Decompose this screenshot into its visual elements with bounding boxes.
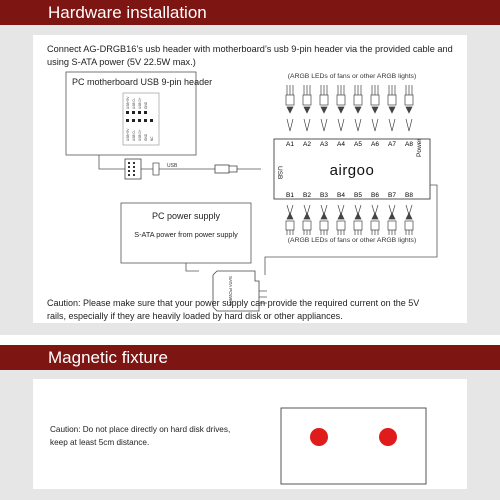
argb-note-bottom: (ARGB LEDs of fans or other ARGB lights) [287, 237, 417, 244]
argb-connectors-bottom [286, 205, 413, 235]
port-label-b3: B3 [320, 192, 328, 199]
cable-label: USB [167, 163, 178, 169]
section-banner-magnetic [0, 345, 500, 370]
airgoo-logo: airgoo [329, 162, 375, 179]
port-label-a4: A4 [337, 141, 345, 148]
usb-a-plug [215, 165, 229, 173]
pin-label: USB D+ [138, 129, 142, 141]
pin-label: USB D- [132, 98, 136, 109]
port-label-a7: A7 [388, 141, 396, 148]
caution1-line1: Caution: Please make sure that your power supply can provide the required current on the 5V [47, 298, 420, 308]
psu-title: PC power supply [151, 211, 221, 221]
magnetic-panel [33, 379, 467, 489]
section-banner-hardware [0, 0, 500, 25]
port-label-a6: A6 [371, 141, 379, 148]
psu-cable [186, 263, 199, 271]
port-label-a3: A3 [320, 141, 328, 148]
port-label-b1: B1 [286, 192, 294, 199]
section-band [0, 370, 500, 500]
port-label-b4: B4 [337, 192, 345, 199]
pin-label: GND [144, 101, 148, 109]
intro-line2: using S-ATA power (5V 22.5W max.) [47, 57, 196, 67]
motherboard-title: PC motherboard USB 9-pin header [72, 77, 213, 87]
section-title: Magnetic fixture [48, 348, 168, 367]
port-label-b5: B5 [354, 192, 362, 199]
caution2-line1: Caution: Do not place directly on hard disk drives, [50, 425, 231, 434]
pin-label: USB D- [132, 130, 136, 141]
port-label-b2: B2 [303, 192, 311, 199]
port-label-a2: A2 [303, 141, 311, 148]
controller-power-label: Power [416, 138, 423, 157]
argb-connectors-top [286, 85, 413, 131]
pin-label: USB+5V [126, 96, 130, 109]
pin-label: USB D+ [138, 97, 142, 109]
pin-label: GND [144, 133, 148, 141]
pin-label: USB+5V [126, 128, 130, 141]
caution1-line2: rails, especially if they are heavily loaded by hard disk or other appliances. [47, 311, 343, 321]
port-label-b8: B8 [405, 192, 413, 199]
controller-back-plate [281, 408, 426, 484]
argb-note-top: (ARGB LEDs of fans or other ARGB lights) [287, 73, 417, 80]
port-label-a5: A5 [354, 141, 362, 148]
port-label-a8: A8 [405, 141, 413, 148]
psu-subtitle: S-ATA power from power supply [134, 230, 238, 239]
port-label-b6: B6 [371, 192, 379, 199]
section-title: Hardware installation [48, 3, 207, 22]
cable-line [141, 163, 159, 175]
hardware-panel [33, 35, 467, 323]
cable-line [99, 155, 125, 169]
pin-label: NC [150, 136, 154, 141]
magnet-icon [310, 428, 328, 446]
sata-connector-label: SATA POWER [228, 276, 233, 306]
port-label-a1: A1 [286, 141, 294, 148]
usb-plug-tip [229, 166, 237, 172]
section-band [0, 25, 500, 335]
caution2-line2: keep at least 5cm distance. [50, 438, 150, 447]
magnetic-diagram [33, 379, 467, 489]
port-label-b7: B7 [388, 192, 396, 199]
controller-usb-label: USB [276, 166, 283, 180]
magnet-icon [379, 428, 397, 446]
installation-diagram [33, 35, 467, 323]
intro-line1: Connect AG-DRGB16’s usb header with motherboard’s usb 9-pin header via the provided cable and [47, 44, 453, 54]
